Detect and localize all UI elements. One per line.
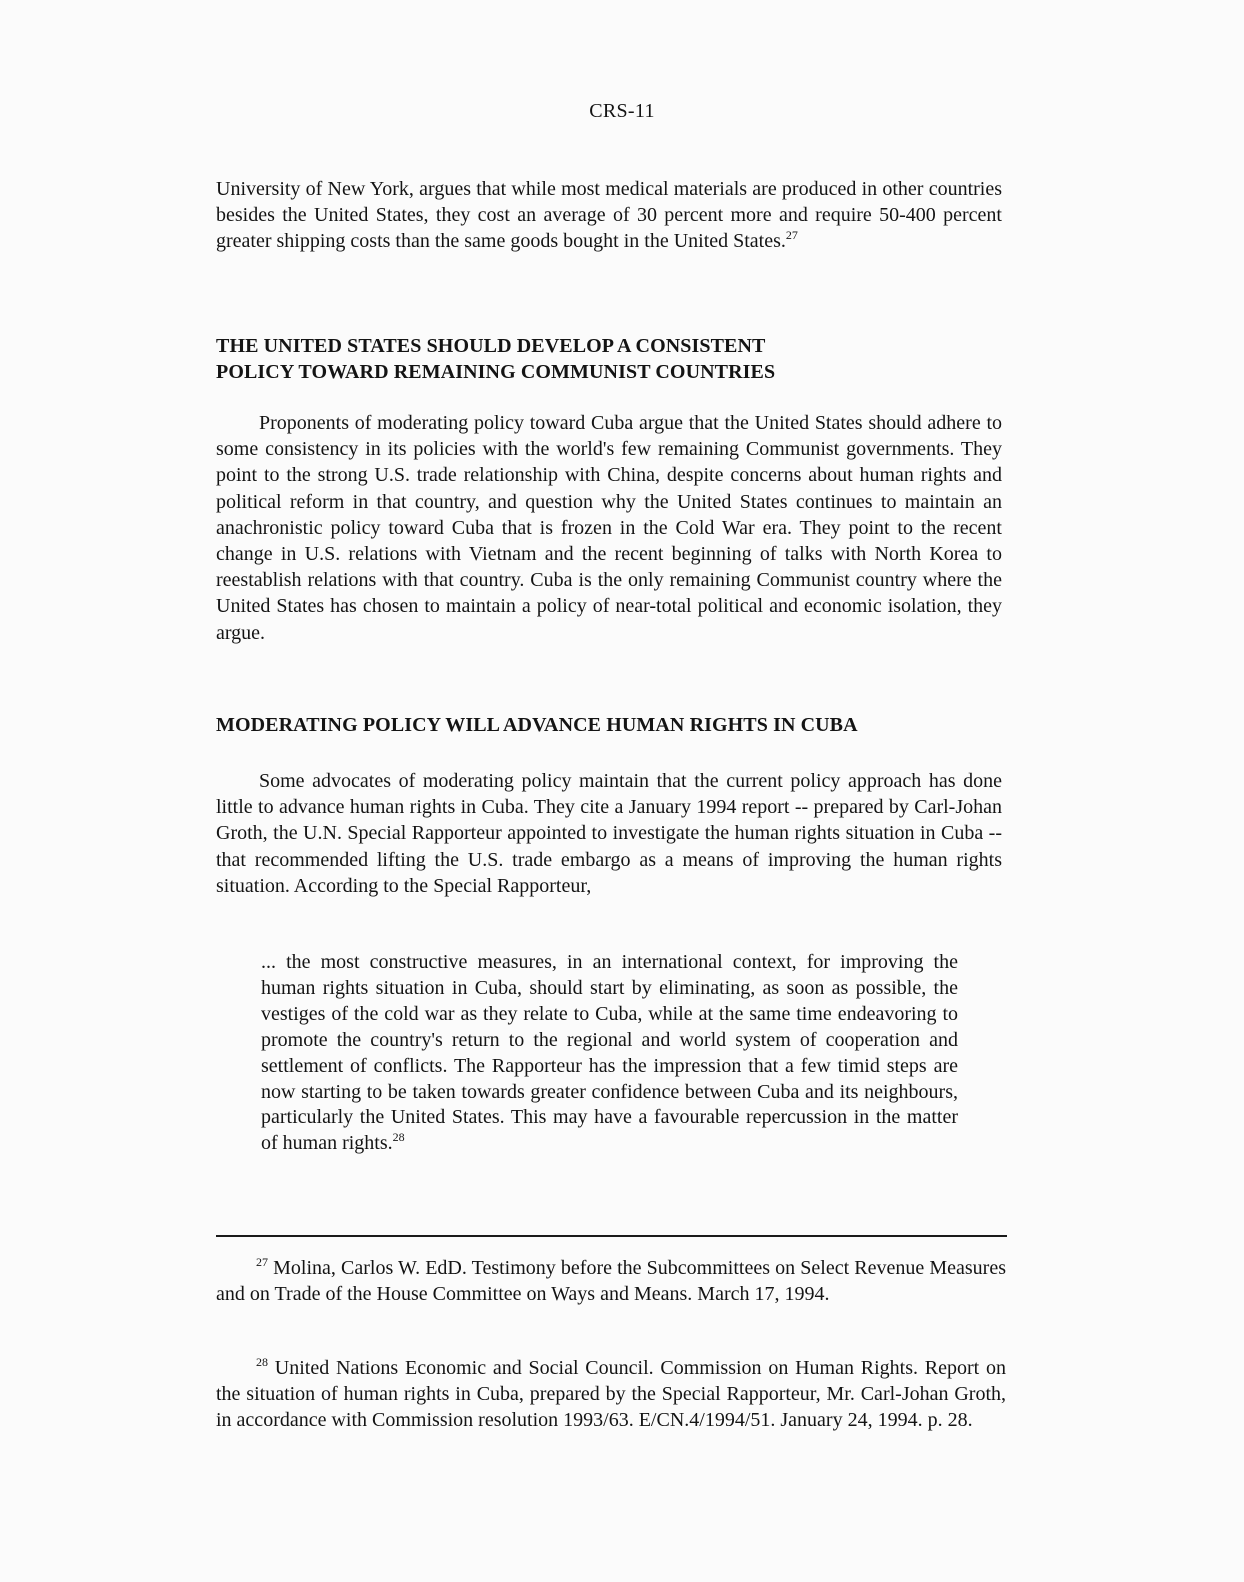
continuation-paragraph [216, 176, 1002, 255]
footnote-divider [216, 1235, 1007, 1237]
paragraph-text: University of New York, argues that while most medical materials are produced in other countries besides the United States, they cost an average of 30 percent more and require 50-400 percent greater shipping costs than the same goods bought in the United States. [216, 178, 1002, 253]
page-number-header: CRS-11 [589, 100, 655, 122]
section-heading-consistent-policy [216, 333, 1016, 385]
section-paragraph-consistent-policy: Proponents of moderating policy toward Cuba argue that the United States should adhere to some consistency in its policies with the world's few remaining Communist governments. They point to the strong U.S. trade relationship with China, despite concerns about human rights and political reform in that country, and question why the United States continues to maintain an anachronistic policy toward Cuba that is frozen in the Cold War era. They point to the recent change in U.S. relations with Vietnam and the recent beginning of talks with North Korea to reestablish relations with that country. Cuba is the only remaining Communist country where the United States has chosen to maintain a policy of near-total political and economic isolation, they argue. [216, 412, 1002, 644]
section-heading-human-rights: MODERATING POLICY WILL ADVANCE HUMAN RIGHTS IN CUBA [216, 714, 858, 736]
footnote-ref-28[interactable]: 28 [392, 1130, 405, 1145]
heading-line: POLICY TOWARD REMAINING COMMUNIST COUNTRIES [216, 361, 776, 383]
footnote-number: 27 [256, 1255, 268, 1269]
heading-line: THE UNITED STATES SHOULD DEVELOP A CONSISTENT [216, 335, 766, 357]
footnote-text: United Nations Economic and Social Council. Commission on Human Rights. Report on the situation of human rights in Cuba, prepared by the Special Rapporteur, Mr. Carl-Johan Groth, in accordance with Commission resolution 1993/63. E/CN.4/1994/51. January 24, 1994. p. 28. [216, 1357, 1006, 1431]
section-paragraph-human-rights: Some advocates of moderating policy maintain that the current policy approach has done little to advance human rights in Cuba. They cite a January 1994 report -- prepared by Carl-Johan Groth, the U.N. Special Rapporteur appointed to investigate the human rights situation in Cuba -- that recommended lifting the U.S. trade embargo as a means of improving the human rights situation. According to the Special Rapporteur, [216, 770, 1002, 897]
block-quote-rapporteur [261, 950, 958, 1157]
footnote-28 [216, 1355, 1006, 1433]
footnote-number: 28 [256, 1355, 268, 1369]
footnote-text: Molina, Carlos W. EdD. Testimony before the Subcommittees on Select Revenue Measures and on Trade of the House Committee on Ways and Means. March 17, 1994. [216, 1257, 1006, 1305]
footnote-ref-27[interactable]: 27 [785, 228, 798, 243]
quote-text: ... the most constructive measures, in an international context, for improving the human rights situation in Cuba, should start by eliminating, as soon as possible, the vestiges of the cold war as they relate to Cuba, while at the same time endeavoring to promote the country's return to the regional and world system of cooperation and settlement of conflicts. The Rapporteur has the impression that a few timid steps are now starting to be taken towards greater confidence between Cuba and its neighbours, particularly the United States. This may have a favourable repercussion in the matter of human rights. [261, 951, 958, 1155]
footnote-27 [216, 1255, 1006, 1307]
